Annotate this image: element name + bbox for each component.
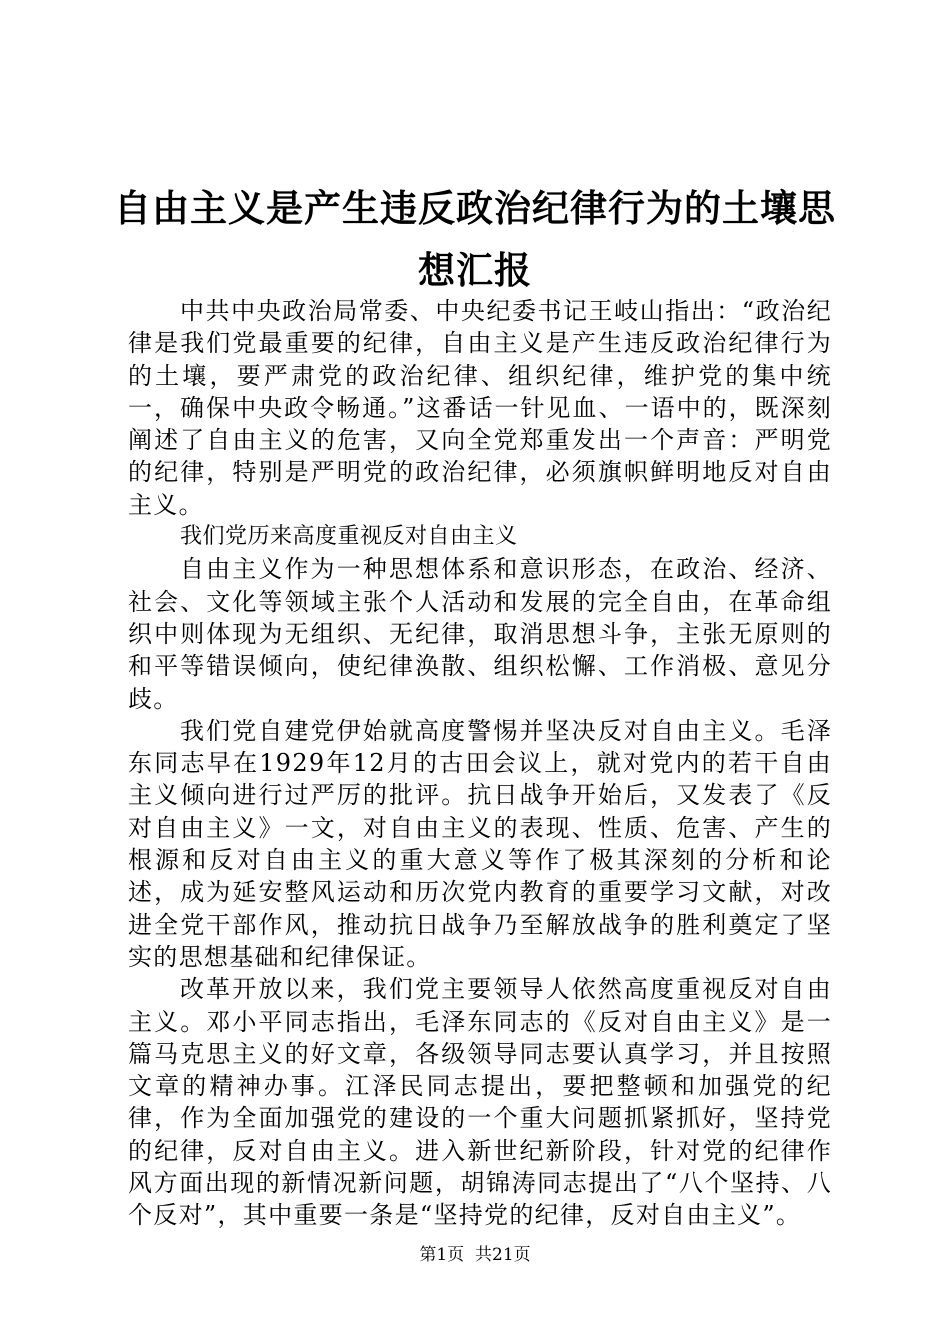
paragraph-intro: 中共中央政治局常委、中央纪委书记王岐山指出：“政治纪律是我们党最重要的纪律，自由主义是产生违反政治纪律行为的土壤，要严肃党的政治纪律、组织纪律，维护党的集中统一，确保中央政令畅通。”这番话一针见血、一语中的，既深刻阐述了自由主义的危害，又向全党郑重发出一个声音：严明党的纪律，特别是严明党的政治纪律，必须旗帜鲜明地反对自由主义。 <box>128 297 832 519</box>
total-pages: 共21页 <box>475 1245 531 1265</box>
paragraph-party-history: 我们党自建党伊始就高度警惕并坚决反对自由主义。毛泽东同志早在1929年12月的古田会议上，就对党内的若干自由主义倾向进行过严厉的批评。抗日战争开始后，又发表了《反对自由主义》一文，对自由主义的表现、性质、危害、产生的根源和反对自由主义的重大意义等作了极其深刻的分析和论述，成为延安整风运动和历次党内教育的重要学习文献，对改进全党干部作风，推动抗日战争乃至解放战争的胜利奠定了坚实的思想基础和纪律保证。 <box>128 716 832 971</box>
paragraph-reform-era: 改革开放以来，我们党主要领导人依然高度重视反对自由主义。邓小平同志指出，毛泽东同志的《反对自由主义》是一篇马克思主义的好文章，各级领导同志要认真学习，并且按照文章的精神办事。江泽民同志提出，要把整顿和加强党的纪律，作为全面加强党的建设的一个重大问题抓紧抓好，坚持党的纪律，反对自由主义。进入新世纪新阶段，针对党的纪律作风方面出现的新情况新问题，胡锦涛同志提出了“八个坚持、八个反对”，其中重要一条是“坚持党的纪律，反对自由主义”。 <box>128 975 832 1230</box>
document-body <box>128 295 832 1232</box>
document-title: 自由主义是产生违反政治纪律行为的土壤思想汇报 <box>114 187 836 292</box>
section-heading: 我们党历来高度重视反对自由主义 <box>180 524 518 550</box>
page-number: 第1页 <box>419 1245 465 1265</box>
paragraph-liberalism-definition: 自由主义作为一种思想体系和意识形态，在政治、经济、社会、文化等领域主张个人活动和发展的完全自由，在革命组织中则体现为无组织、无纪律，取消思想斗争，主张无原则的和平等错误倾向，使纪律涣散、组织松懈、工作消极、意见分歧。 <box>128 555 832 713</box>
page-footer <box>0 1243 950 1267</box>
footer-spacer <box>464 1245 475 1265</box>
